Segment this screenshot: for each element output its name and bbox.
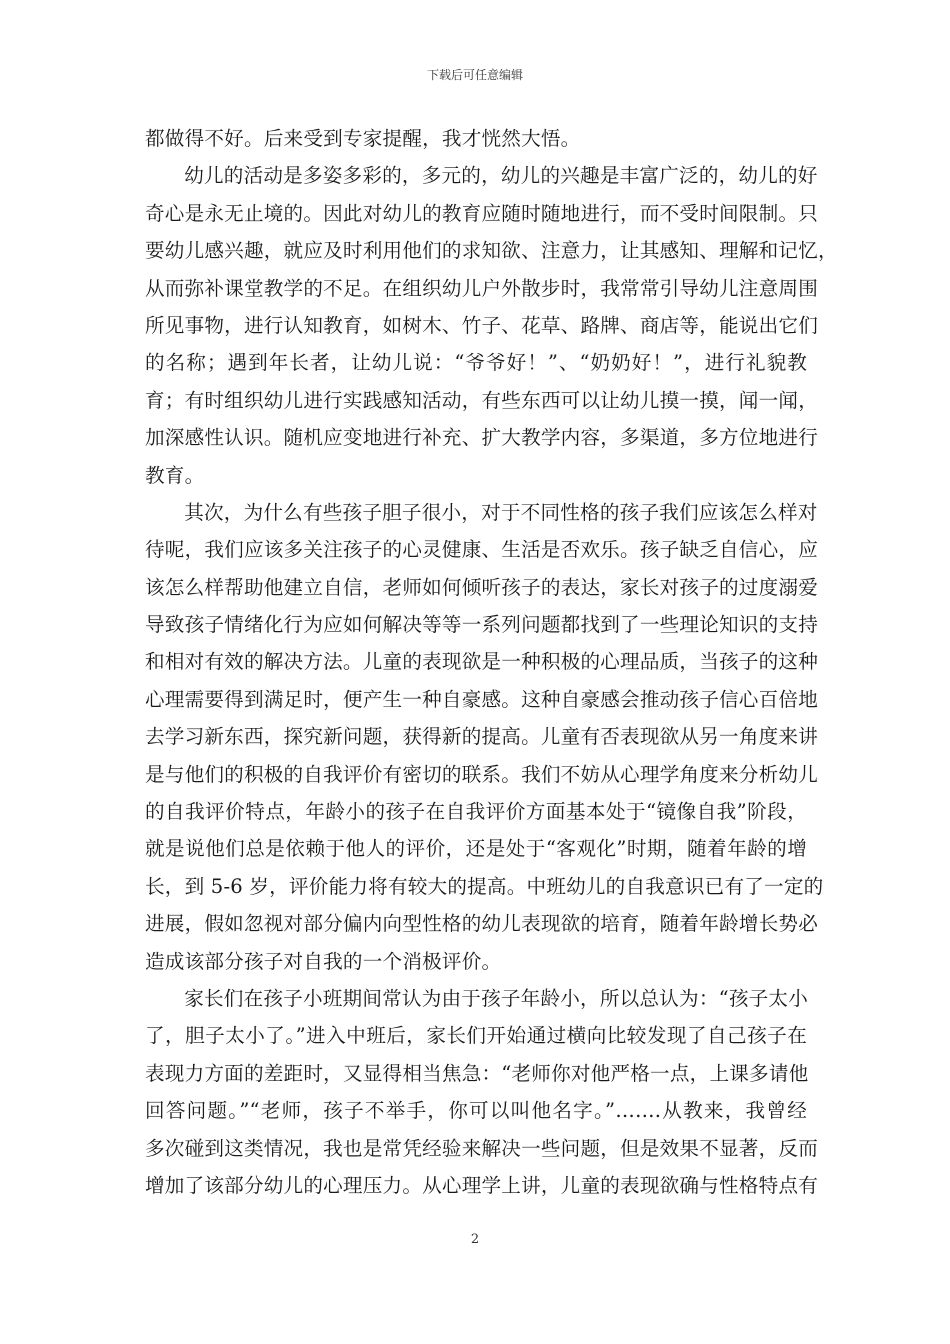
paragraph xyxy=(145,120,807,157)
text-line: 表现力方面的差距时，又显得相当焦急：“老师你对他严格一点，上课多请他 xyxy=(145,1061,809,1085)
paragraph xyxy=(145,980,818,1204)
text-line: 家长们在孩子小班期间常认为由于孩子年龄小，所以总认为：“孩子太小 xyxy=(184,986,809,1010)
text-line: 多次碰到这类情况，我也是常凭经验来解决一些问题，但是效果不显著，反而 xyxy=(145,1136,818,1160)
text-line: 长，到 5-6 岁，评价能力将有较大的提高。中班幼儿的自我意识已有了一定的 xyxy=(145,874,824,898)
text-line: 奇心是永无止境的。因此对幼儿的教育应随时随地进行，而不受时间限制。只 xyxy=(145,201,818,225)
text-line: 从而弥补课堂教学的不足。在组织幼儿户外散步时，我常常引导幼儿注意周围 xyxy=(145,276,818,300)
text-line: 造成该部分孩子对自我的一个消极评价。 xyxy=(145,949,502,973)
page-header: 下载后可任意编辑 xyxy=(426,68,523,82)
document-body xyxy=(145,120,838,1204)
text-line: 待呢，我们应该多关注孩子的心灵健康、生活是否欢乐。孩子缺乏自信心，应 xyxy=(145,538,818,562)
text-line: 是与他们的积极的自我评价有密切的联系。我们不妨从心理学角度来分析幼儿 xyxy=(145,762,818,786)
page-number: 2 xyxy=(470,1232,480,1247)
paragraph xyxy=(145,494,824,980)
text-line: 所见事物，进行认知教育，如树木、竹子、花草、路牌、商店等，能说出它们 xyxy=(145,313,818,337)
text-line: 进展，假如忽视对部分偏内向型性格的幼儿表现欲的培育，随着年龄增长势必 xyxy=(145,912,818,936)
text-line: 其次，为什么有些孩子胆子很小，对于不同性格的孩子我们应该怎么样对 xyxy=(184,500,818,524)
text-line: 教育。 xyxy=(145,463,205,487)
text-line: 导致孩子情绪化行为应如何解决等等一系列问题都找到了一些理论知识的支持 xyxy=(145,613,818,637)
text-line: 加深感性认识。随机应变地进行补充、扩大教学内容，多渠道，多方位地进行 xyxy=(145,426,818,450)
text-line: 要幼儿感兴趣，就应及时利用他们的求知欲、注意力，让其感知、理解和记忆， xyxy=(145,239,838,263)
text-line: 了，胆子太小了。”进入中班后，家长们开始通过横向比较发现了自己孩子在 xyxy=(145,1024,807,1048)
paragraph xyxy=(145,157,838,494)
text-line: 育；有时组织幼儿进行实践感知活动，有些东西可以让幼儿摸一摸，闻一闻， xyxy=(145,388,818,412)
text-line: 回答问题。”“老师，孩子不举手，你可以叫他名字。”…….从教来，我曾经 xyxy=(145,1099,807,1123)
text-line: 的自我评价特点，年龄小的孩子在自我评价方面基本处于“镜像自我”阶段， xyxy=(145,800,807,824)
text-line: 就是说他们总是依赖于他人的评价，还是处于“客观化”时期，随着年龄的增 xyxy=(145,837,807,861)
text-line: 去学习新东西，探究新问题，获得新的提高。儿童有否表现欲从另一角度来讲 xyxy=(145,725,818,749)
text-line: 心理需要得到满足时，便产生一种自豪感。这种自豪感会推动孩子信心百倍地 xyxy=(145,687,818,711)
text-line: 该怎么样帮助他建立自信，老师如何倾听孩子的表达，家长对孩子的过度溺爱 xyxy=(145,575,818,599)
text-line: 增加了该部分幼儿的心理压力。从心理学上讲，儿童的表现欲确与性格特点有 xyxy=(145,1173,818,1197)
text-line: 的名称；遇到年长者，让幼儿说：“爷爷好！”、“奶奶好！”，进行礼貌教 xyxy=(145,351,807,375)
text-line: 幼儿的活动是多姿多彩的，多元的，幼儿的兴趣是丰富广泛的，幼儿的好 xyxy=(184,164,818,188)
text-line: 都做得不好。后来受到专家提醒，我才恍然大悟。 xyxy=(145,127,581,150)
text-line: 和相对有效的解决方法。儿童的表现欲是一种积极的心理品质，当孩子的这种 xyxy=(145,650,818,674)
